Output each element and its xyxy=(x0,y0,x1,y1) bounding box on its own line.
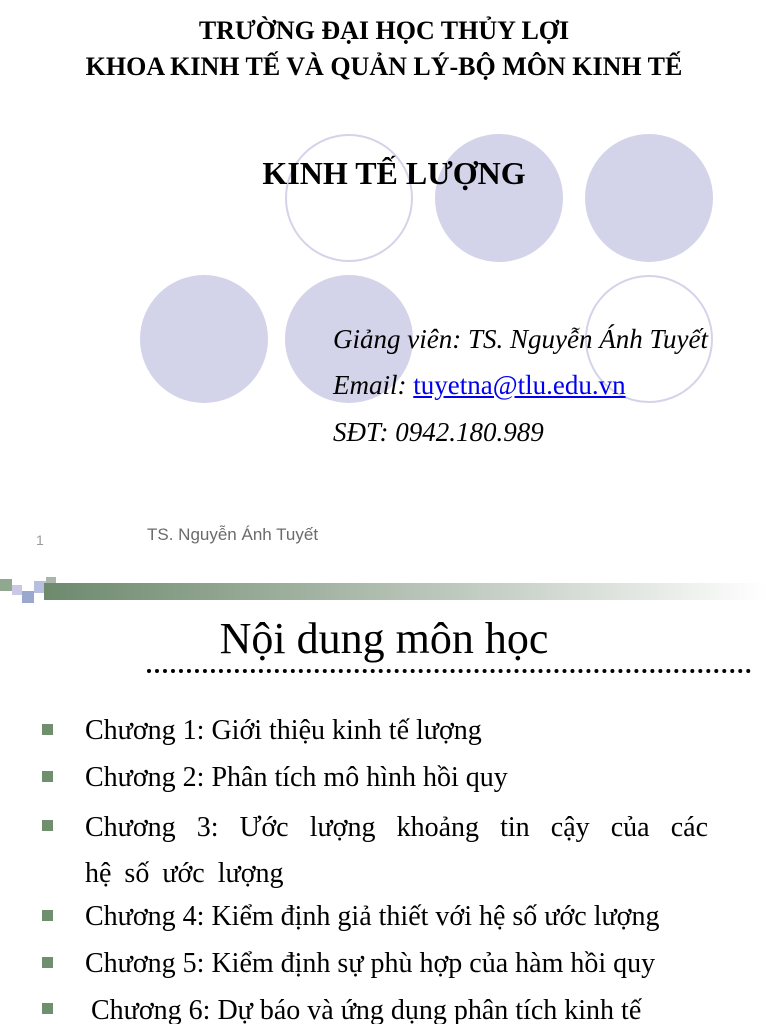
bullet-icon xyxy=(42,910,53,921)
list-item-continuation: hệ số ước lượng xyxy=(85,858,284,889)
slide-heading: Nội dung môn học xyxy=(219,614,549,663)
page-number: 1 xyxy=(36,532,44,548)
list-item: Chương 1: Giới thiệu kinh tế lượng xyxy=(85,715,482,746)
bullet-icon xyxy=(42,957,53,968)
email-label: Email: xyxy=(333,370,414,400)
faculty-name: KHOA KINH TẾ VÀ QUẢN LÝ-BỘ MÔN KINH TẾ xyxy=(85,52,683,81)
dotted-divider xyxy=(147,669,751,673)
decor-square xyxy=(22,591,34,603)
list-item: Chương 3: Ước lượng khoảng tin cậy của các xyxy=(85,812,708,843)
content-slide xyxy=(0,575,768,1024)
course-title: KINH TẾ LƯỢNG xyxy=(262,155,526,191)
decor-circle-filled xyxy=(435,134,563,262)
decor-circle-outline xyxy=(285,134,413,262)
university-name: TRƯỜNG ĐẠI HỌC THỦY LỢI xyxy=(198,16,570,45)
header-gradient-bar xyxy=(44,583,768,600)
email-link[interactable]: tuyetna@tlu.edu.vn xyxy=(413,370,626,400)
email-line xyxy=(333,370,626,401)
list-item: Chương 6: Dự báo và ứng dụng phân tích kinh tế xyxy=(91,995,642,1024)
list-item: Chương 2: Phân tích mô hình hồi quy xyxy=(85,762,508,793)
list-item: Chương 4: Kiểm định giả thiết với hệ số ước lượng xyxy=(85,901,660,932)
decor-square xyxy=(0,579,12,591)
bullet-icon xyxy=(42,820,53,831)
footer-author: TS. Nguyễn Ánh Tuyết xyxy=(147,525,319,544)
decor-circle-filled xyxy=(140,275,268,403)
decor-square xyxy=(12,585,22,595)
list-item: Chương 5: Kiểm định sự phù hợp của hàm hồi quy xyxy=(85,948,656,979)
decor-circle-filled xyxy=(585,134,713,262)
phone-line: SĐT: 0942.180.989 xyxy=(333,417,544,447)
lecturer-line: Giảng viên: TS. Nguyễn Ánh Tuyết xyxy=(333,324,708,354)
bullet-icon xyxy=(42,1003,53,1014)
bullet-icon xyxy=(42,724,53,735)
bullet-icon xyxy=(42,771,53,782)
